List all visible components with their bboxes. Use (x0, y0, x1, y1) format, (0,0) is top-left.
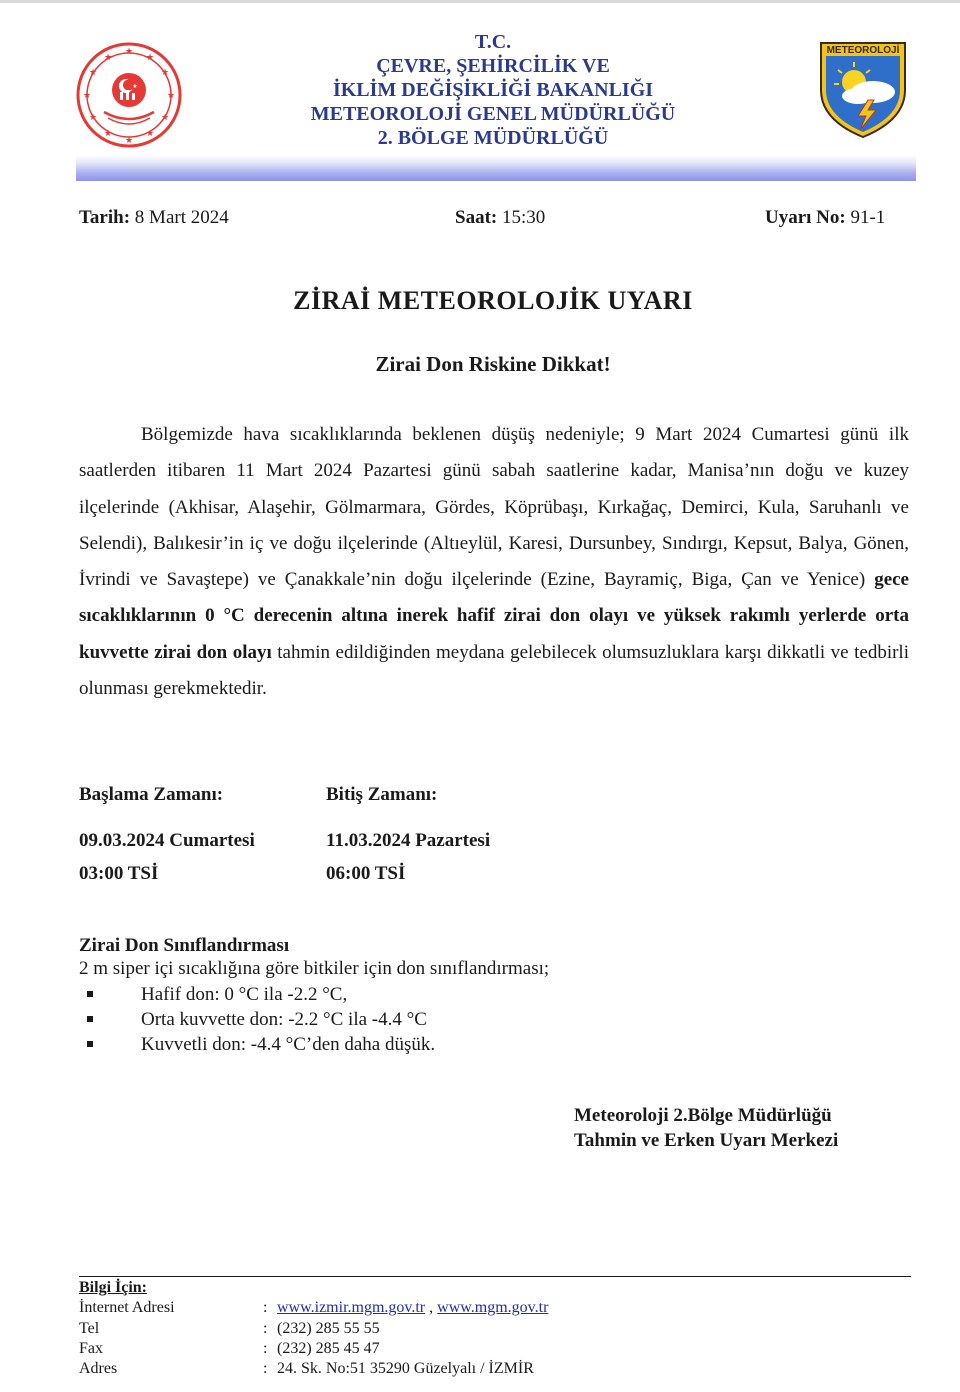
bullet-icon (87, 1041, 93, 1047)
fax-value: (232) 285 45 47 (277, 1340, 380, 1357)
classification-item: Orta kuvvette don: -2.2 °C ila -4.4 °C (141, 1009, 427, 1030)
document-title: ZİRAİ METEOROLOJİK UYARI (293, 286, 693, 315)
date-field (79, 207, 229, 229)
address-label: Adres (79, 1360, 118, 1377)
body-text-part1: Bölgemizde hava sıcaklıklarında beklenen düşüş nedeniyle; 9 Mart 2024 Cumartesi günü ilk saatlerden itibaren 11 Mart 2024 Pazartesi günü sabah saatlerine kadar, Manisa’nın doğu ve kuzey ilçelerinde (Akhisar, Alaşehir, Gölmarmara, Gördes, Köprübaşı, Kırkağaç, Demirci, Kula, Saruhanlı ve Selendi), Balıkesir’in iç ve doğu ilçelerinde (Altıeylül, Karesi, Dursunbey, Sındırgı, Kepsut, Balya, Gönen, İvrindi ve Savaştepe) ve Çanakkale’nin doğu ilçelerinde (Ezine, Bayramiç, Biga, Çan ve Yenice) (79, 424, 909, 591)
warning-value: 91-1 (850, 207, 886, 228)
header-band (76, 155, 916, 181)
signature-line: Tahmin ve Erken Uyarı Merkezi (574, 1130, 839, 1151)
classification-item: Kuvvetli don: -4.4 °C’den daha düşük. (141, 1034, 436, 1055)
internet-value (277, 1298, 548, 1318)
tel-label: Tel (79, 1320, 100, 1337)
warning-body (79, 417, 909, 707)
address-value: 24. Sk. No:51 35290 Güzelyalı / İZMİR (277, 1360, 534, 1377)
classification-item: Hafif don: 0 °C ila -2.2 °C, (141, 984, 348, 1005)
start-date: 09.03.2024 Cumartesi (79, 830, 255, 851)
time-label: Saat: (455, 207, 498, 228)
list-item (79, 1032, 435, 1057)
ministry-seal-icon (74, 40, 184, 150)
signature-line: Meteoroloji 2.Bölge Müdürlüğü (574, 1105, 832, 1126)
start-time: 03:00 TSİ (79, 863, 159, 884)
svg-text:★: ★ (145, 52, 155, 62)
header-line: İKLİM DEĞİŞİKLİĞİ BAKANLIĞI (332, 79, 654, 101)
tel-value: (232) 285 55 55 (277, 1320, 380, 1337)
svg-text:★: ★ (124, 46, 134, 56)
svg-text:★: ★ (160, 67, 170, 77)
svg-text:★: ★ (103, 52, 113, 62)
end-date: 11.03.2024 Pazartesi (326, 830, 491, 851)
date-value: 8 Mart 2024 (134, 207, 229, 228)
end-time-label: Bitiş Zamanı: (326, 784, 438, 805)
end-time: 06:00 TSİ (326, 863, 406, 884)
separator: : (263, 1320, 268, 1337)
izmir-website-link[interactable]: www.izmir.mgm.gov.tr (277, 1299, 426, 1316)
svg-text:★: ★ (103, 128, 113, 138)
list-item (79, 982, 435, 1007)
header-line: METEOROLOJİ GENEL MÜDÜRLÜĞÜ (310, 103, 676, 125)
bullet-icon (87, 1016, 93, 1022)
warning-label: Uyarı No: (765, 207, 846, 228)
svg-text:★: ★ (166, 90, 176, 100)
ministry-header (240, 30, 746, 150)
internet-label: İnternet Adresi (79, 1299, 175, 1316)
header-line: ÇEVRE, ŞEHİRCİLİK VE (376, 55, 610, 77)
classification-intro: 2 m siper içi sıcaklığına göre bitkiler için don sınıflandırması; (79, 958, 550, 979)
body-text-bold: gece sıcaklıklarının 0 °C derecenin altına inerek hafif zirai don olayı ve yüksek rakımlı yerlerde orta kuvvette zirai don olayı (79, 569, 909, 663)
logo-text: METEOROLOJİ (826, 45, 900, 56)
separator: : (263, 1299, 268, 1316)
warning-number-field (765, 207, 885, 229)
svg-text:★: ★ (82, 90, 92, 100)
classification-list (79, 982, 435, 1057)
time-value: 15:30 (501, 207, 546, 228)
body-text-part2: tahmin edildiğinden meydana gelebilecek olumsuzluklara karşı dikkatli ve tedbirli olunması gerekmektedir. (79, 641, 909, 700)
svg-text:★: ★ (145, 128, 155, 138)
svg-text:★: ★ (132, 84, 138, 90)
classification-title: Zirai Don Sınıflandırması (79, 935, 290, 956)
bullet-icon (87, 991, 93, 997)
document-subtitle: Zirai Don Riskine Dikkat! (375, 352, 611, 376)
signature-block (574, 1103, 838, 1153)
header-line: 2. BÖLGE MÜDÜRLÜĞÜ (377, 127, 609, 149)
header-line: T.C. (474, 31, 512, 53)
fax-label: Fax (79, 1340, 103, 1357)
separator: : (263, 1360, 268, 1377)
svg-text:★: ★ (160, 112, 170, 122)
svg-text:★: ★ (88, 112, 98, 122)
mgm-website-link[interactable]: www.mgm.gov.tr (437, 1299, 549, 1316)
svg-text:★: ★ (88, 67, 98, 77)
page-top-border (0, 0, 960, 3)
footer-divider (79, 1276, 911, 1277)
time-field (455, 207, 545, 229)
date-label: Tarih: (79, 207, 131, 228)
separator: : (263, 1340, 268, 1357)
link-separator: , (425, 1299, 438, 1316)
footer-heading: Bilgi İçin: (79, 1279, 148, 1296)
svg-text:★: ★ (124, 135, 134, 145)
meteoroloji-logo-icon (818, 40, 908, 140)
start-time-label: Başlama Zamanı: (79, 784, 224, 805)
list-item (79, 1007, 435, 1032)
